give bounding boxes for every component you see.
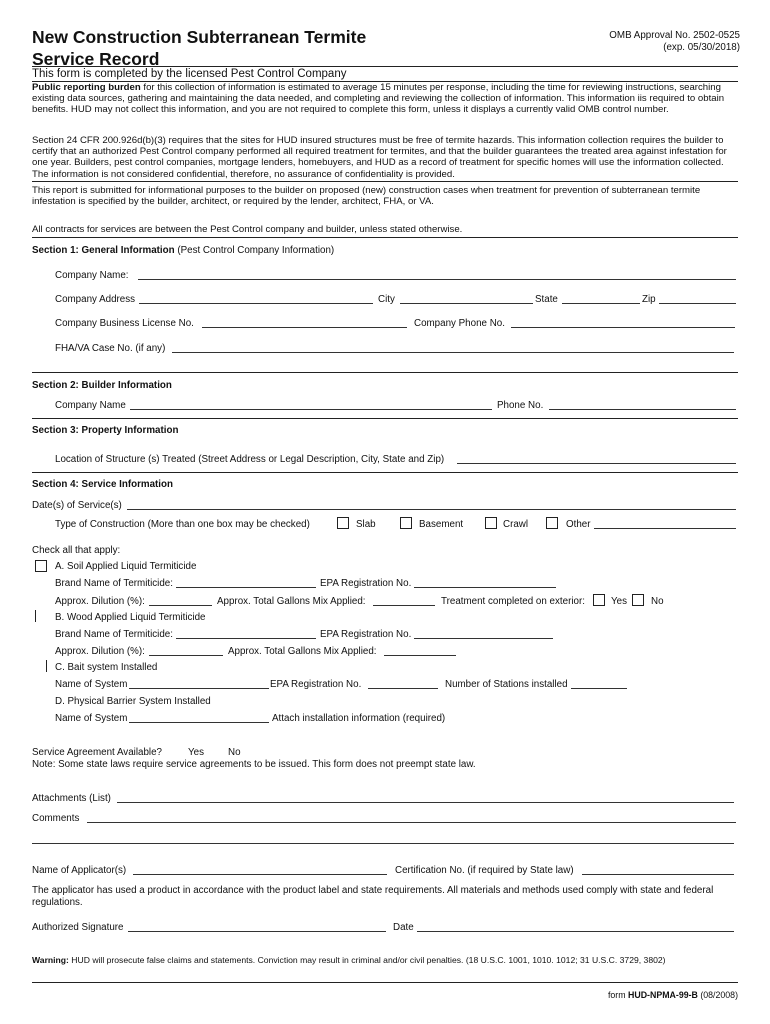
- wood-brand-field[interactable]: [176, 638, 316, 639]
- comments-field-line2[interactable]: [32, 843, 734, 844]
- company-name-field[interactable]: [138, 279, 736, 280]
- wood-brand-label: Brand Name of Termiticide:: [55, 629, 173, 640]
- case-no-label: FHA/VA Case No. (if any): [55, 343, 166, 354]
- wood-dilution-label: Approx. Dilution (%):: [55, 646, 145, 657]
- burden-text: for this collection of information is estimated to average 15 minutes per response, including the time for reviewing instructions, searching existing data sources, gathering and maintaining the data needed, and completing and reviewing the collection of information. This information iis required to obtain benefits. HUD may not collect this information, and you are not required to complete this form, unless it displays a currently valid OMB control number.: [32, 82, 725, 116]
- license-field[interactable]: [202, 327, 407, 328]
- wood-gallons-field[interactable]: [384, 655, 456, 656]
- barrier-name-label: Name of System: [55, 713, 128, 724]
- form-title-line2: Service Record: [32, 49, 160, 69]
- treatment-exterior-label: Treatment completed on exterior:: [441, 596, 585, 607]
- state-field[interactable]: [562, 303, 640, 304]
- stations-label: Number of Stations installed: [445, 679, 568, 690]
- company-name-label: Company Name:: [55, 270, 129, 281]
- license-label: Company Business License No.: [55, 318, 194, 329]
- contracts-paragraph: All contracts for services are between the Pest Control company and builder, unless stated otherwise.: [32, 224, 463, 235]
- exterior-yes-label: Yes: [611, 596, 627, 607]
- wood-applied-checkbox[interactable]: [35, 610, 47, 622]
- slab-checkbox[interactable]: [337, 517, 349, 529]
- omb-approval: [609, 30, 740, 54]
- soil-dilution-label: Approx. Dilution (%):: [55, 596, 145, 607]
- soil-applied-label: A. Soil Applied Liquid Termiticide: [55, 561, 197, 572]
- exterior-no-checkbox[interactable]: [632, 594, 644, 606]
- section1-rule: [32, 372, 738, 373]
- city-label: City: [378, 294, 395, 305]
- crawl-checkbox[interactable]: [485, 517, 497, 529]
- service-dates-label: Date(s) of Service(s): [32, 500, 122, 511]
- soil-brand-field[interactable]: [176, 587, 316, 588]
- barrier-name-field[interactable]: [129, 722, 269, 723]
- state-label: State: [535, 294, 558, 305]
- builder-name-field[interactable]: [130, 409, 492, 410]
- basement-label: Basement: [419, 519, 464, 530]
- stations-field[interactable]: [571, 688, 627, 689]
- section3-heading: [32, 425, 178, 436]
- form-subtitle: This form is completed by the licensed Pest Control Company: [32, 68, 347, 80]
- service-dates-field[interactable]: [127, 509, 736, 510]
- header-rule: [32, 66, 738, 67]
- slab-label: Slab: [356, 519, 376, 530]
- section4-heading-bold: Section 4: Service Information: [32, 479, 174, 490]
- soil-epa-label: EPA Registration No.: [320, 578, 412, 589]
- bait-name-field[interactable]: [129, 688, 269, 689]
- certification-field[interactable]: [582, 874, 734, 875]
- company-address-label: Company Address: [55, 294, 136, 305]
- wood-gallons-label: Approx. Total Gallons Mix Applied:: [228, 646, 377, 657]
- omb-number: OMB Approval No. 2502-0525: [609, 30, 740, 41]
- section4-heading: [32, 479, 173, 490]
- wood-epa-field[interactable]: [414, 638, 553, 639]
- section2-rule: [32, 418, 738, 419]
- section2-heading-bold: Section 2: Builder Information: [32, 380, 172, 391]
- agreement-question: Service Agreement Available?: [32, 747, 162, 758]
- location-field[interactable]: [457, 463, 736, 464]
- exterior-yes-checkbox[interactable]: [593, 594, 605, 606]
- other-checkbox[interactable]: [546, 517, 558, 529]
- signature-field[interactable]: [128, 931, 386, 932]
- warning-bold: Warning:: [32, 955, 69, 965]
- comments-field[interactable]: [87, 822, 736, 823]
- attachments-field[interactable]: [117, 802, 734, 803]
- check-all-label: Check all that apply:: [32, 545, 121, 556]
- builder-phone-label: Phone No.: [497, 400, 544, 411]
- applicator-statement: The applicator has used a product in accordance with the product label and state requirements. All materials and methods used comply with state and federal regulations.: [32, 885, 714, 908]
- exterior-no-label: No: [651, 596, 664, 607]
- form-date: (08/2008): [697, 990, 738, 1000]
- case-no-field[interactable]: [172, 352, 734, 353]
- warning-body: HUD will prosecute false claims and statements. Conviction may result in criminal and/or civil penalties. (18 U.S.C. 1001, 1010. 1012; 31 U.S.C. 3729, 3802): [68, 955, 666, 965]
- attach-info-label: Attach installation information (required): [272, 713, 446, 724]
- company-phone-label: Company Phone No.: [414, 318, 505, 329]
- soil-brand-label: Brand Name of Termiticide:: [55, 578, 173, 589]
- section24-paragraph: Section 24 CFR 200.926d(b)(3) requires that the sites for HUD insured structures must be free of termite hazards. This information collection requires the builder to certify that an authorized Pest Control company performed all required treatment for termites, and that the builder guarantees the treated area against infestation for one year. Builders, pest control companies, mortgage lenders, homebuyers, and HUD as a record of treatment for specific homes will use the information collected. The information is not considered confidential, therefore, no assurance of confidentiality is provided.: [32, 135, 727, 180]
- burden-bold: Public reporting burden: [32, 82, 141, 93]
- form-id: HUD-NPMA-99-B: [628, 990, 698, 1000]
- bait-epa-label: EPA Registration No.: [270, 679, 362, 690]
- builder-name-label: Company Name: [55, 400, 126, 411]
- wood-dilution-field[interactable]: [149, 655, 223, 656]
- wood-epa-label: EPA Registration No.: [320, 629, 412, 640]
- agreement-yes[interactable]: Yes: [188, 747, 204, 758]
- builder-phone-field[interactable]: [549, 409, 736, 410]
- bait-system-checkbox[interactable]: [35, 660, 47, 672]
- section1-heading-bold: Section 1: General Information: [32, 245, 175, 256]
- company-address-field[interactable]: [139, 303, 373, 304]
- zip-field[interactable]: [659, 303, 736, 304]
- crawl-label: Crawl: [503, 519, 529, 530]
- physical-barrier-label: D. Physical Barrier System Installed: [55, 696, 211, 707]
- burden-paragraph: [32, 82, 740, 116]
- contracts-rule: [32, 237, 738, 238]
- city-field[interactable]: [400, 303, 533, 304]
- bait-epa-field[interactable]: [368, 688, 438, 689]
- agreement-no[interactable]: No: [228, 747, 241, 758]
- warning-text: [32, 955, 666, 965]
- location-label: Location of Structure (s) Treated (Street Address or Legal Description, City, State and Zip): [55, 454, 445, 465]
- section3-rule: [32, 472, 738, 473]
- agreement-note: Note: Some state laws require service agreements to be issued. This form does not preempt state law.: [32, 759, 476, 770]
- other-label: Other: [566, 519, 591, 530]
- soil-applied-checkbox[interactable]: [35, 560, 47, 572]
- form-title-line1: New Construction Subterranean Termite: [32, 27, 367, 47]
- company-phone-field[interactable]: [511, 327, 735, 328]
- signature-label: Authorized Signature: [32, 922, 124, 933]
- attachments-label: Attachments (List): [32, 793, 111, 804]
- zip-label: Zip: [642, 294, 656, 305]
- form-prefix: form: [607, 990, 628, 1000]
- soil-gallons-field[interactable]: [373, 605, 435, 606]
- omb-expiration: (exp. 05/30/2018): [663, 42, 740, 53]
- form-number: [608, 990, 738, 1000]
- comments-label: Comments: [32, 813, 80, 824]
- construction-type-label: Type of Construction (More than one box may be checked): [55, 519, 310, 530]
- footer-rule: [32, 982, 738, 983]
- section1-heading: [32, 245, 334, 256]
- other-field[interactable]: [594, 528, 736, 529]
- soil-gallons-label: Approx. Total Gallons Mix Applied:: [217, 596, 366, 607]
- section3-heading-bold: Section 3: Property Information: [32, 425, 179, 436]
- report-paragraph: This report is submitted for informational purposes to the builder on proposed (new) construction cases when treatment for prevention of subterranean termite infestation is specified by the builder, architect, or required by the lender, architect, FHA, or VA.: [32, 185, 701, 208]
- date-field[interactable]: [417, 931, 734, 932]
- date-label: Date: [393, 922, 414, 933]
- section1-heading-note: (Pest Control Company Information): [174, 245, 335, 256]
- applicator-field[interactable]: [133, 874, 387, 875]
- basement-checkbox[interactable]: [400, 517, 412, 529]
- soil-dilution-field[interactable]: [149, 605, 212, 606]
- wood-applied-label: B. Wood Applied Liquid Termiticide: [55, 612, 206, 623]
- intro-rule: [32, 181, 738, 182]
- applicator-label: Name of Applicator(s): [32, 865, 127, 876]
- soil-epa-field[interactable]: [414, 587, 556, 588]
- bait-name-label: Name of System: [55, 679, 128, 690]
- section2-heading: [32, 380, 172, 391]
- bait-system-label: C. Bait system Installed: [55, 662, 158, 673]
- certification-label: Certification No. (if required by State law): [395, 865, 574, 876]
